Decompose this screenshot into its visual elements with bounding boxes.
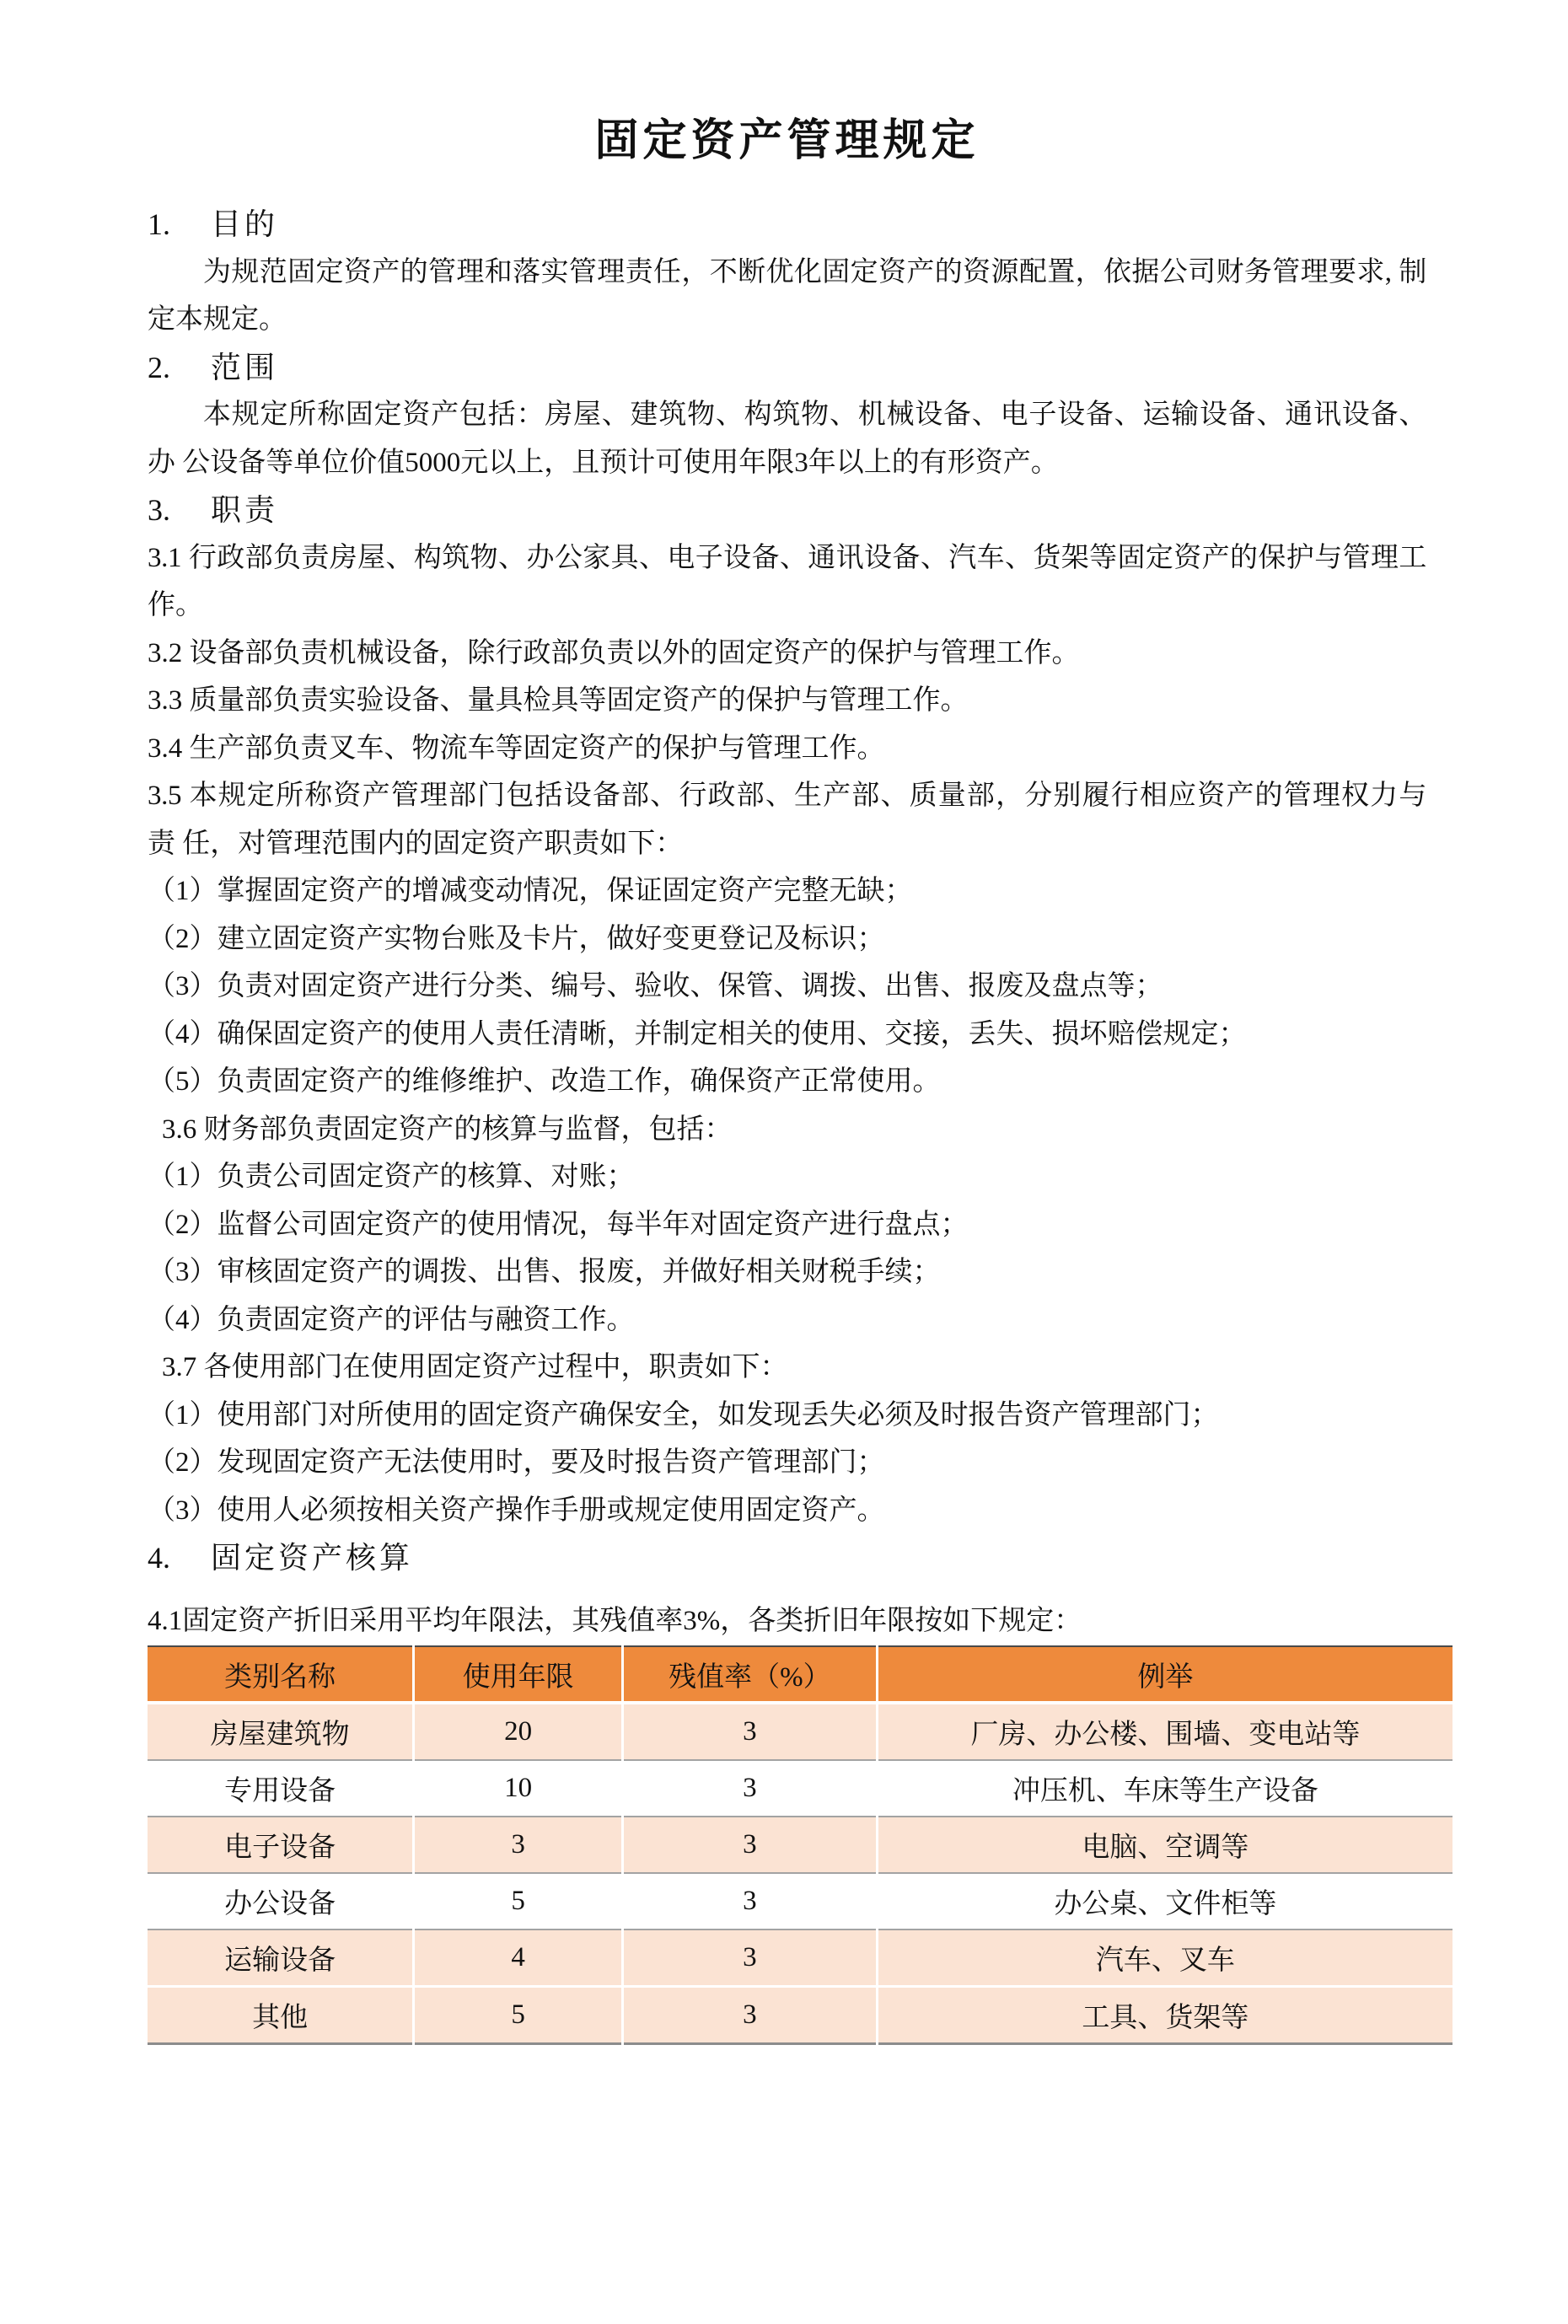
cell-useful-life: 5 xyxy=(414,1987,623,2044)
text-line xyxy=(148,1487,1426,1535)
table-row xyxy=(148,1930,1453,1987)
cell-examples: 冲压机、车床等生产设备 xyxy=(877,1760,1453,1817)
table-row xyxy=(148,1760,1453,1817)
text-line xyxy=(148,1534,1426,1582)
header-cell-residual-rate: 残值率（%） xyxy=(622,1646,877,1703)
text-line xyxy=(148,630,1426,678)
section-number: 1. xyxy=(148,207,170,241)
cell-useful-life: 4 xyxy=(414,1930,623,1987)
section-number: 4. xyxy=(148,1541,170,1575)
text-line xyxy=(148,1296,1426,1344)
cell-category: 运输设备 xyxy=(148,1930,414,1987)
line-text: 范围 xyxy=(211,350,279,384)
text-line xyxy=(148,867,1426,915)
header-cell-examples: 例举 xyxy=(877,1646,1453,1703)
line-text: 固定资产核算 xyxy=(211,1541,414,1575)
text-line xyxy=(148,1392,1426,1440)
text-line xyxy=(148,1201,1426,1249)
cell-examples: 厂房、办公楼、围墙、变电站等 xyxy=(877,1703,1453,1760)
cell-useful-life: 3 xyxy=(414,1817,623,1873)
header-cell-category: 类别名称 xyxy=(148,1646,414,1703)
cell-useful-life: 5 xyxy=(414,1873,623,1930)
line-text: 3.1 行政部负责房屋、构筑物、办公家具、电子设备、通讯设备、汽车、货架等固定资产的保护与管理工 xyxy=(148,542,1426,573)
text-line xyxy=(148,772,1426,820)
text-line xyxy=(148,1344,1426,1392)
section-number: 2. xyxy=(148,350,170,384)
line-text: （3）审核固定资产的调拨、出售、报废，并做好相关财税手续； xyxy=(148,1257,941,1287)
cell-residual-rate: 3 xyxy=(622,1873,877,1930)
text-line xyxy=(148,1597,1426,1645)
text-line xyxy=(148,725,1426,773)
document-body xyxy=(148,201,1426,1645)
cell-useful-life: 20 xyxy=(414,1703,623,1760)
document-page xyxy=(0,106,1568,2324)
text-line xyxy=(148,296,1426,344)
text-line xyxy=(148,963,1426,1011)
table-row xyxy=(148,1703,1453,1760)
text-line xyxy=(148,582,1426,630)
section-number: 3. xyxy=(148,493,170,527)
cell-examples: 汽车、叉车 xyxy=(877,1930,1453,1987)
cell-category: 办公设备 xyxy=(148,1873,414,1930)
line-text: 4.1固定资产折旧采用平均年限法，其残值率3%，各类折旧年限按如下规定： xyxy=(148,1605,1082,1636)
text-line xyxy=(148,1011,1426,1059)
header-cell-useful-life: 使用年限 xyxy=(414,1646,623,1703)
cell-useful-life: 10 xyxy=(414,1760,623,1817)
line-text: 办 公设备等单位价值5000元以上，且预计可使用年限3年以上的有形资产。 xyxy=(148,447,1059,478)
text-line xyxy=(148,439,1426,487)
text-line xyxy=(148,344,1426,392)
cell-residual-rate: 3 xyxy=(622,1987,877,2044)
line-text: （4）负责固定资产的评估与融资工作。 xyxy=(148,1304,635,1335)
text-line xyxy=(148,201,1426,249)
header-row xyxy=(148,1646,1453,1703)
cell-residual-rate: 3 xyxy=(622,1930,877,1987)
line-text: 职责 xyxy=(211,493,279,527)
text-line xyxy=(148,1106,1426,1154)
line-text: 目的 xyxy=(211,207,279,241)
document-title: 固定资产管理规定 xyxy=(594,117,980,165)
depreciation-table-body xyxy=(148,1703,1453,2044)
cell-examples: 工具、货架等 xyxy=(877,1987,1453,2044)
line-text: 本规定所称固定资产包括：房屋、建筑物、构筑物、机械设备、电子设备、运输设备、通讯设备、 xyxy=(203,400,1426,430)
cell-examples: 电脑、空调等 xyxy=(877,1817,1453,1873)
cell-category: 电子设备 xyxy=(148,1817,414,1873)
line-text: （2）发现固定资产无法使用时，要及时报告资产管理部门； xyxy=(148,1447,885,1478)
text-line xyxy=(148,1439,1426,1487)
text-line xyxy=(148,915,1426,963)
line-text: 3.6 财务部负责固定资产的核算与监督，包括： xyxy=(162,1114,733,1145)
depreciation-table xyxy=(148,1645,1453,2045)
line-text: 3.3 质量部负责实验设备、量具检具等固定资产的保护与管理工作。 xyxy=(148,685,969,716)
line-text: （2）监督公司固定资产的使用情况，每半年对固定资产进行盘点； xyxy=(148,1209,969,1240)
text-line xyxy=(148,1153,1426,1201)
cell-examples: 办公桌、文件柜等 xyxy=(877,1873,1453,1930)
text-line xyxy=(148,534,1426,582)
text-line xyxy=(148,820,1426,868)
text-line xyxy=(148,391,1426,439)
line-text: 3.2 设备部负责机械设备，除行政部负责以外的固定资产的保护与管理工作。 xyxy=(148,637,1080,668)
cell-residual-rate: 3 xyxy=(622,1817,877,1873)
text-line xyxy=(148,1248,1426,1296)
line-text: 3.7 各使用部门在使用固定资产过程中，职责如下： xyxy=(162,1352,788,1382)
line-text: 定本规定。 xyxy=(148,304,287,335)
text-line xyxy=(148,677,1426,725)
line-text: 3.5 本规定所称资产管理部门包括设备部、行政部、生产部、质量部，分别履行相应资产的管理权力与 xyxy=(148,781,1426,811)
line-text: （3）使用人必须按相关资产操作手册或规定使用固定资产。 xyxy=(148,1495,885,1526)
table-row xyxy=(148,1873,1453,1930)
line-text: （1）负责公司固定资产的核算、对账； xyxy=(148,1162,635,1192)
table-row xyxy=(148,1817,1453,1873)
text-line xyxy=(148,1058,1426,1106)
line-text: 为规范固定资产的管理和落实管理责任，不断优化固定资产的资源配置，依据公司财务管理要求, 制 xyxy=(203,256,1426,287)
cell-category: 专用设备 xyxy=(148,1760,414,1817)
depreciation-table-header xyxy=(148,1646,1453,1703)
line-text: 3.4 生产部负责叉车、物流车等固定资产的保护与管理工作。 xyxy=(148,733,885,764)
cell-residual-rate: 3 xyxy=(622,1703,877,1760)
line-text: （1）使用部门对所使用的固定资产确保安全，如发现丢失必须及时报告资产管理部门； xyxy=(148,1399,1219,1430)
line-text: 责 任，对管理范围内的固定资产职责如下： xyxy=(148,828,684,859)
line-text: （2）建立固定资产实物台账及卡片，做好变更登记及标识； xyxy=(148,923,885,954)
line-text: （4）确保固定资产的使用人责任清晰，并制定相关的使用、交接，丢失、损坏赔偿规定； xyxy=(148,1018,1247,1049)
text-line xyxy=(148,486,1426,534)
line-text: （5）负责固定资产的维修维护、改造工作，确保资产正常使用。 xyxy=(148,1066,941,1097)
line-text: （3）负责对固定资产进行分类、编号、验收、保管、调拨、出售、报废及盘点等； xyxy=(148,971,1163,1001)
cell-category: 其他 xyxy=(148,1987,414,2044)
line-text: 作。 xyxy=(148,590,203,620)
text-line xyxy=(148,249,1426,297)
line-text: （1）掌握固定资产的增减变动情况，保证固定资产完整无缺； xyxy=(148,876,913,906)
table-row xyxy=(148,1987,1453,2044)
cell-residual-rate: 3 xyxy=(622,1760,877,1817)
cell-category: 房屋建筑物 xyxy=(148,1703,414,1760)
